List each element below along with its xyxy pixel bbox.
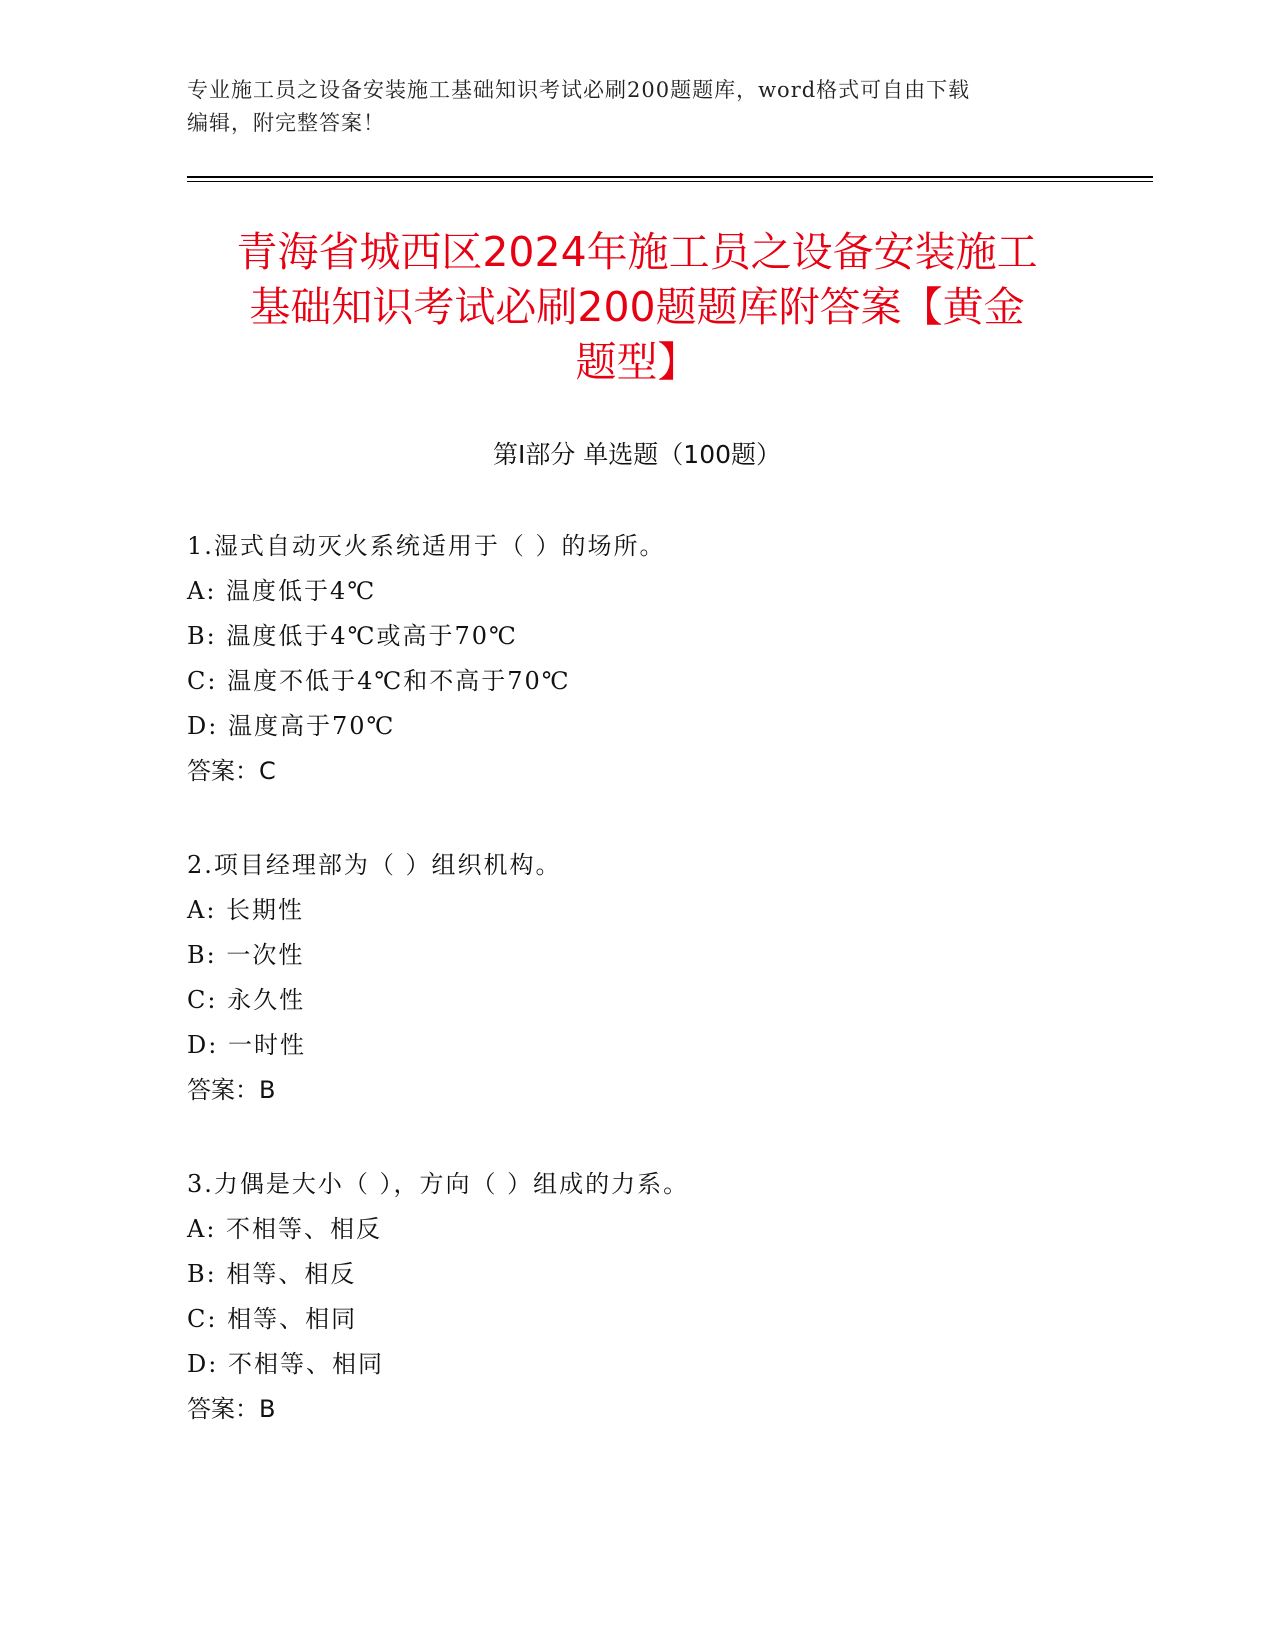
option-c: C: 温度不低于4℃和不高于70℃ <box>187 667 571 695</box>
option-c: C: 永久性 <box>187 986 306 1014</box>
document-title-line-1: 青海省城西区2024年施工员之设备安装施工 <box>236 228 1038 276</box>
document-title-line-3: 题型】 <box>575 338 699 386</box>
answer: 答案：C <box>187 757 276 785</box>
document-title-line-2: 基础知识考试必刷200题题库附答案【黄金 <box>249 283 1025 331</box>
question-2 <box>187 843 1087 1113</box>
header-note-line-1: 专业施工员之设备安装施工基础知识考试必刷200题题库，word格式可自由下载 <box>187 78 971 102</box>
question-stem: 2.项目经理部为（ ）组织机构。 <box>187 851 562 879</box>
option-a: A: 不相等、相反 <box>187 1215 383 1243</box>
option-b: B: 温度低于4℃或高于70℃ <box>187 622 518 650</box>
answer: 答案：B <box>187 1395 276 1423</box>
option-d: D: 不相等、相同 <box>187 1350 384 1378</box>
question-stem: 3.力偶是大小（ ），方向（ ）组成的力系。 <box>187 1170 690 1198</box>
option-c: C: 相等、相同 <box>187 1305 358 1333</box>
option-b: B: 一次性 <box>187 941 305 969</box>
header-note-line-2: 编辑，附完整答案！ <box>187 111 385 135</box>
option-b: B: 相等、相反 <box>187 1260 357 1288</box>
question-stem: 1.湿式自动灭火系统适用于（ ）的场所。 <box>187 532 666 560</box>
option-d: D: 温度高于70℃ <box>187 712 396 740</box>
answer: 答案：B <box>187 1076 276 1104</box>
option-d: D: 一时性 <box>187 1031 306 1059</box>
document-title <box>187 225 1087 390</box>
header-note <box>187 74 1087 140</box>
header-divider-thick <box>187 176 1153 178</box>
option-a: A: 长期性 <box>187 896 305 924</box>
option-a: A: 温度低于4℃ <box>187 577 377 605</box>
section-title: 第I部分 单选题（100题） <box>492 440 782 469</box>
question-3 <box>187 1162 1087 1432</box>
header-divider-thin <box>187 181 1153 182</box>
question-1 <box>187 524 1087 794</box>
